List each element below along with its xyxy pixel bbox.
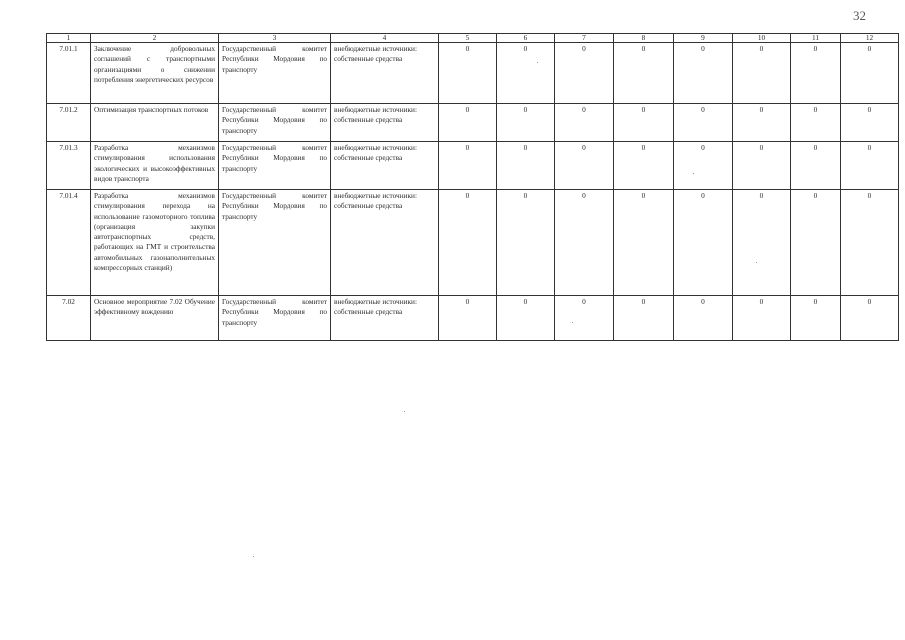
table-header-row <box>47 34 899 43</box>
value-cell: 0 <box>439 190 497 296</box>
activity-code: 7.01.2 <box>47 104 91 142</box>
column-header: 5 <box>439 34 497 43</box>
value-cell: 0 <box>555 296 614 341</box>
funding-source: внебюджетные источники: собственные средства <box>331 104 439 142</box>
table-row <box>47 43 899 104</box>
activity-name: Оптимизация транспортных потоков <box>91 104 219 142</box>
value-cell: 0 <box>439 296 497 341</box>
value-cell: 0 <box>439 142 497 190</box>
scan-speck <box>693 173 694 174</box>
value-cell: 0 <box>733 190 791 296</box>
column-header: 4 <box>331 34 439 43</box>
scan-speck <box>572 322 573 323</box>
value-cell: 0 <box>791 190 841 296</box>
scan-speck <box>404 411 405 412</box>
value-cell: 0 <box>733 142 791 190</box>
activity-executor: Государственный комитет Республики Мордовия по транспорту <box>219 190 331 296</box>
table-row <box>47 296 899 341</box>
value-cell: 0 <box>674 296 733 341</box>
value-cell: 0 <box>555 190 614 296</box>
value-cell: 0 <box>439 43 497 104</box>
value-cell: 0 <box>841 43 899 104</box>
column-header: 12 <box>841 34 899 43</box>
value-cell: 0 <box>674 104 733 142</box>
value-cell: 0 <box>497 104 555 142</box>
column-header: 7 <box>555 34 614 43</box>
table-row <box>47 104 899 142</box>
table-row <box>47 190 899 296</box>
activity-name: Заключение добровольных соглашений с транспортными организациями о снижении потребления энергетических ресурсов <box>91 43 219 104</box>
value-cell: 0 <box>733 296 791 341</box>
activity-name: Разработка механизмов стимулирования перехода на использование газомоторного топлива (организация закупки автотранспортных средств, работающих на ГМТ и строительства автомобильных газонаполнительных компрессорных станций) <box>91 190 219 296</box>
value-cell: 0 <box>614 296 674 341</box>
activity-code: 7.01.1 <box>47 43 91 104</box>
table-row <box>47 142 899 190</box>
value-cell: 0 <box>555 43 614 104</box>
program-activities-table <box>46 33 899 341</box>
value-cell: 0 <box>841 296 899 341</box>
column-header: 9 <box>674 34 733 43</box>
value-cell: 0 <box>555 142 614 190</box>
column-header: 1 <box>47 34 91 43</box>
value-cell: 0 <box>497 190 555 296</box>
value-cell: 0 <box>614 43 674 104</box>
value-cell: 0 <box>614 104 674 142</box>
scan-speck <box>537 62 538 63</box>
activity-code: 7.02 <box>47 296 91 341</box>
value-cell: 0 <box>733 43 791 104</box>
activity-name: Основное мероприятие 7.02 Обучение эффективному вождению <box>91 296 219 341</box>
funding-source: внебюджетные источники: собственные средства <box>331 43 439 104</box>
scan-speck <box>253 556 254 557</box>
scan-speck <box>756 262 757 263</box>
value-cell: 0 <box>497 142 555 190</box>
value-cell: 0 <box>497 296 555 341</box>
value-cell: 0 <box>439 104 497 142</box>
funding-source: внебюджетные источники: собственные средства <box>331 296 439 341</box>
activity-executor: Государственный комитет Республики Мордовия по транспорту <box>219 142 331 190</box>
value-cell: 0 <box>733 104 791 142</box>
column-header: 2 <box>91 34 219 43</box>
value-cell: 0 <box>614 142 674 190</box>
page-number: 32 <box>853 8 866 23</box>
activity-executor: Государственный комитет Республики Мордовия по транспорту <box>219 296 331 341</box>
activity-name: Разработка механизмов стимулирования использования экологических и высокоэффективных видов транспорта <box>91 142 219 190</box>
value-cell: 0 <box>674 190 733 296</box>
funding-source: внебюджетные источники: собственные средства <box>331 142 439 190</box>
value-cell: 0 <box>674 142 733 190</box>
value-cell: 0 <box>841 142 899 190</box>
activity-code: 7.01.4 <box>47 190 91 296</box>
value-cell: 0 <box>791 43 841 104</box>
column-header: 8 <box>614 34 674 43</box>
activity-code: 7.01.3 <box>47 142 91 190</box>
activity-executor: Государственный комитет Республики Мордовия по транспорту <box>219 43 331 104</box>
value-cell: 0 <box>555 104 614 142</box>
value-cell: 0 <box>841 190 899 296</box>
column-header: 6 <box>497 34 555 43</box>
activity-executor: Государственный комитет Республики Мордовия по транспорту <box>219 104 331 142</box>
value-cell: 0 <box>497 43 555 104</box>
column-header: 10 <box>733 34 791 43</box>
value-cell: 0 <box>614 190 674 296</box>
column-header: 3 <box>219 34 331 43</box>
value-cell: 0 <box>791 296 841 341</box>
funding-source: внебюджетные источники: собственные средства <box>331 190 439 296</box>
value-cell: 0 <box>674 43 733 104</box>
value-cell: 0 <box>791 104 841 142</box>
column-header: 11 <box>791 34 841 43</box>
value-cell: 0 <box>841 104 899 142</box>
value-cell: 0 <box>791 142 841 190</box>
